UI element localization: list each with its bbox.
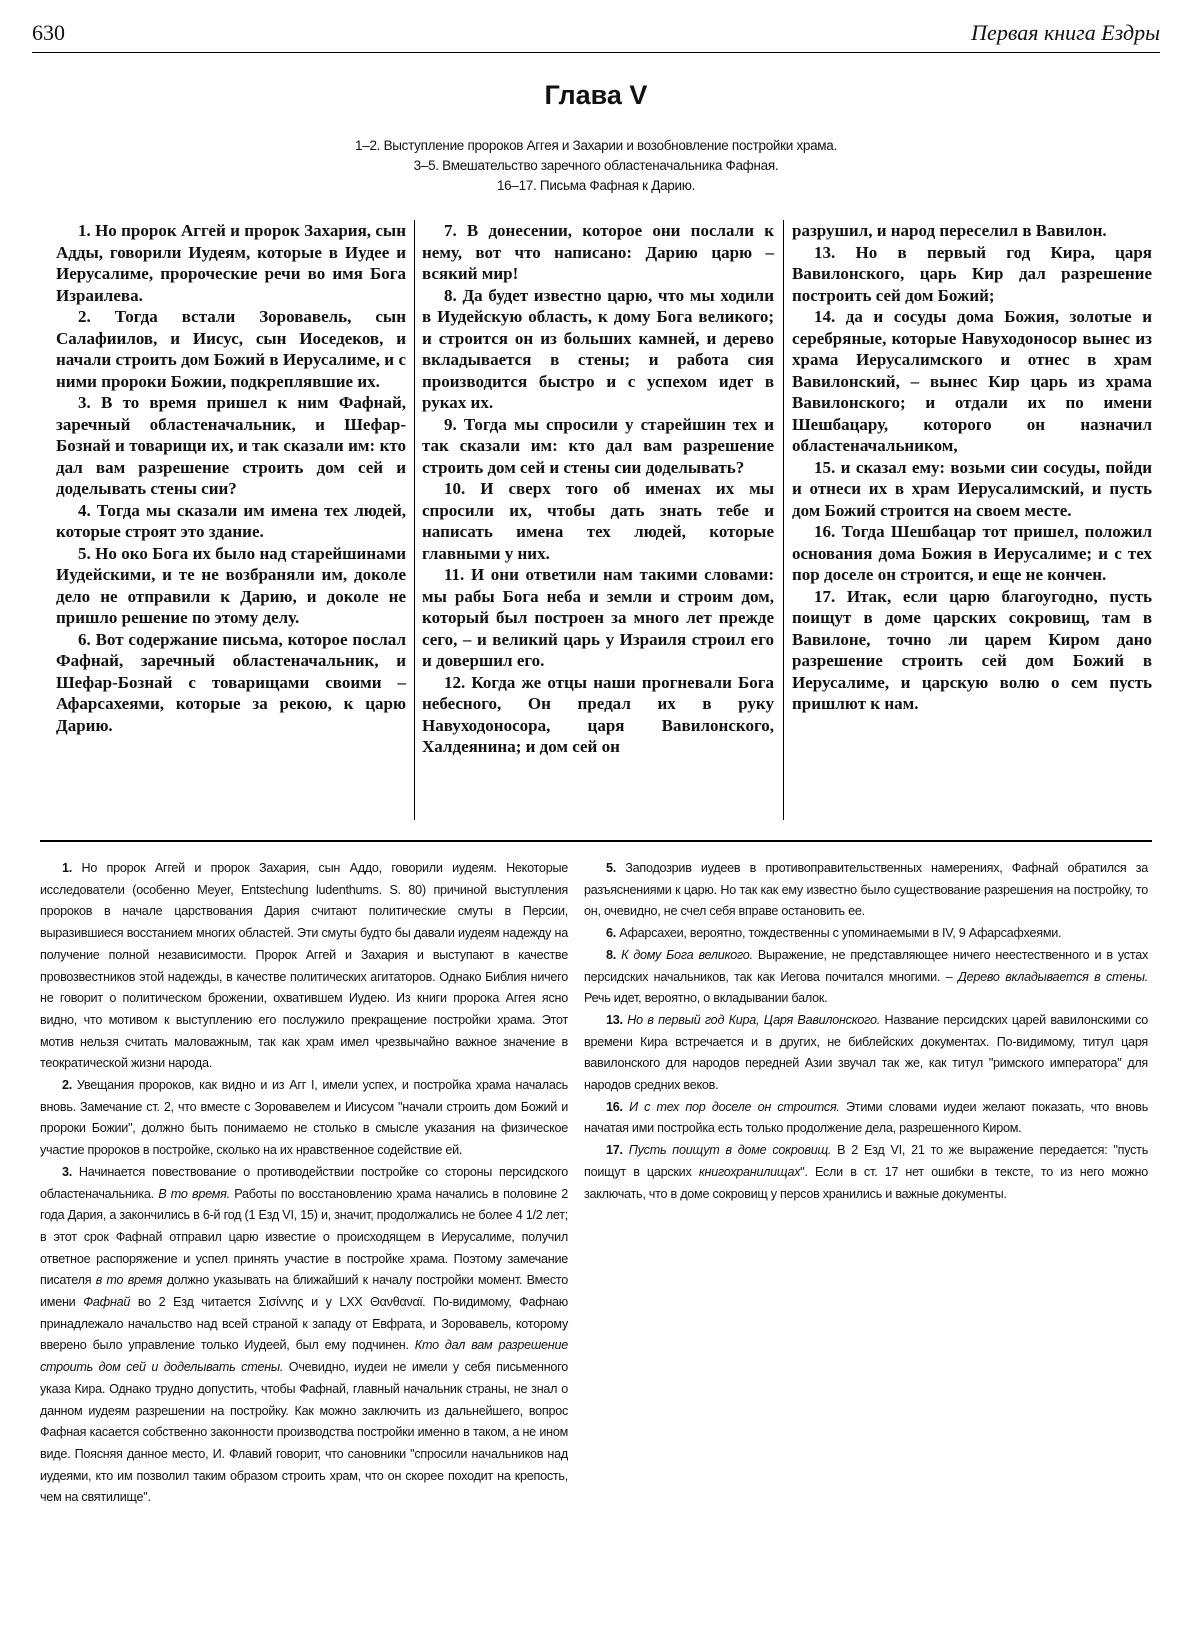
verse: 3. В то время пришел к ним Фафнай, заречный областеначальник, и Шефар-Бознай и товарищи их, и так сказали им: кто дал вам разрешение строить дом сей и доделывать стены сии? [56, 393, 406, 498]
verse: 10. И сверх того об именах их мы спросили их, чтобы дать знать тебе и написать имена тех людей, которые главными у них. [422, 479, 774, 563]
verse: 12. Когда же отцы наши прогневали Бога небесного, Он предал их в руку Навуходоносора, царя Вавилонского, Халдеянина; и дом сей он [422, 672, 774, 756]
summary-line: 1–2. Выступление пророков Аггея и Захарии и возобновление постройки храма. [355, 138, 837, 153]
note-text: Увещания пророков, как видно и из Агг I, имели успех, и постройка храма началась вновь. Замечание ст. 2, что вместе с Зоровавелем и Иисусом "начали строить дом Божий и пророки Божии", должно быть понимаемо не столько в смысле указания на физическое участие пророков в постройке, сколько на их нравственное содействие ей. [40, 1078, 568, 1158]
note-text: Но пророк Аггей и пророк Захария, сын Аддо, говорили иудеям. Некоторые исследователи (особенно Meyer, Entstechung ludenthums. S. 80) причиной выступления пророков в начале царствования Дария считают политические смуты в Персии, выразившиеся восстанием многих областей. Эти смуты будто бы давали иудеям надежду на получение полной независимости. Пророк Аггей и Захария и выступают в качестве провозвестников этой надежды, в качестве политических агитаторов. Однако Библия ничего не говорит о политическом брожении, охватившем Иудею. Из книги пророка Аггея ясно видно, что мотивом к выступлению его послужило прекращение постройки храма. Этот мотив нельзя считать маловажным, так как храм имел чрезвычайно важное значение в теократической жизни народа. [40, 861, 569, 1071]
verse: 4. Тогда мы сказали им имена тех людей, которые строят это здание. [56, 500, 406, 541]
note-16 [584, 1097, 1148, 1140]
note-text: ". Если в ст. 17 нет ошибки в тексте, то из него можно заключать, что в доме сокровищ у персов хранились и важные документы. [584, 1164, 1149, 1201]
note-text: Речь идет, вероятно, о вкладывании балок. [584, 991, 828, 1006]
note-text: во 2 Езд читается Σισίννης и у LXX Θανθαναϊ. По-видимому, Фафнаю принадлежало начальство над всей страной к западу от Евфрата, и Зоровавель, которому вверено было управление только Иудеей, был ему подчинен. [40, 1295, 569, 1353]
note-quote: в то время [95, 1273, 163, 1288]
verse: 8. Да будет известно царю, что мы ходили в Иудейскую область, к дому Бога великого; и строится он из больших камней, и дерево вкладывается в стены; и работа сия производится быстро и с успехом идет в руках их. [422, 285, 774, 412]
verse: 15. и сказал ему: возьми сии сосуды, пойди и отнеси их в храм Иерусалимский, и пусть дом Божий строится на своем месте. [792, 457, 1152, 520]
note-text: должно указывать на ближайший к началу постройки момент. Вместо имени [40, 1273, 568, 1310]
scripture-text [40, 220, 1152, 835]
verse: 13. Но в первый год Кира, царя Вавилонского, царь Кир дал разрешение построить сей дом Божий; [792, 242, 1152, 305]
verse: 1. Но пророк Аггей и пророк Захария, сын Адды, говорили Иудеям, которые в Иудее и Иерусалиме, пророческие речи во имя Бога Израилева. [56, 221, 406, 305]
verse: 9. Тогда мы спросили у старейшин тех и так сказали им: кто дал вам разрешение строить дом сей и стены сии доделывать? [422, 414, 774, 477]
verse: 5. Но око Бога их было над старейшинами Иудейскими, и те не возбраняли им, доколе дело не отправили к Дарию, и доколе не пришло решение по этому делу. [56, 543, 406, 627]
note-number: 5. [606, 861, 617, 875]
note-text: Начинается повествование о противодействии постройке со стороны персидского областеначальника. [40, 1164, 569, 1201]
column-divider [414, 220, 415, 820]
note-quote: Кто дал вам разрешение строить дом сей и доделывать стены. [40, 1338, 568, 1375]
verse: разрушил, и народ переселил в Вавилон. [792, 221, 1107, 240]
note-6 [584, 923, 1148, 945]
note-number: 16. [606, 1099, 623, 1114]
note-quote: книгохранилищах [698, 1164, 801, 1179]
note-number: 1. [62, 861, 73, 875]
note-text: Этими словами иудеи желают показать, что вновь начатая ими постройка есть только продолжение дела, разрешенного Киром. [584, 1099, 1149, 1136]
column-divider [783, 220, 784, 820]
note-text: Название персидских царей вавилонскими со времени Кира встречается и в других, не библейских документах. По-видимому, титул царя вавилонского для народов передней Азии звучал так же, как титул "римского императора" для народов средних веков. [584, 1012, 1149, 1093]
note-8 [584, 945, 1148, 1010]
note-number: 8. [606, 947, 617, 962]
note-2 [40, 1075, 568, 1162]
note-text: Работы по восстановлению храма начались в половине 2 года Дария, а закончились в 6-й год (1 Езд VI, 15) и, значит, продолжались не более 4 1/2 лет; в этот срок Фафнай отправил царю известие о происходящем в Иерусалиме, получил ответное распоряжение и успел принять участие в постройке храма. Поэтому замечание писателя [40, 1186, 568, 1288]
note-text: Афарсахеи, вероятно, тождественны с упоминаемыми в IV, 9 Афарсафхеями. [619, 926, 1062, 941]
verse: 14. да и сосуды дома Божия, золотые и серебряные, которые Навуходоносор вынес из храма Иерусалимского и отнес в храм Вавилонский, – вынес Кир царь из храма Вавилонского; и отдали их по имени Шешбацару, которого он назначил областеначальником, [792, 307, 1152, 455]
text-column-1 [56, 220, 406, 736]
verse: 11. И они ответили нам такими словами: мы рабы Бога неба и земли и строим дом, который был построен за много лет прежде сего, – и великий царь у Израиля строил его и довершил его. [422, 565, 774, 670]
note-number: 17. [606, 1143, 623, 1158]
note-quote: Дерево вкладывается в стены. [958, 969, 1148, 984]
note-13 [584, 1010, 1148, 1097]
running-title: Первая книга Ездры [971, 20, 1160, 45]
note-number: 2. [62, 1078, 73, 1093]
note-number: 13. [606, 1012, 623, 1027]
text-column-2 [422, 220, 774, 758]
chapter-title: Глава V [544, 80, 648, 110]
note-text: Очевидно, иудеи не имели у себя письменного указа Кира. Однако трудно допустить, чтобы Фафнай, главный начальник страны, не знал о данном иудеям разрешении на постройку. Как можно заключить из дальнейшего, вопрос Фафная касается собственно законности производства постройки именно в таком, а не ином виде. Поясняя данное место, И. Флавий говорит, что сановники "спросили начальников над иудеями, кто им позволил таким образом строить храм, что он скорее походит на крепость, чем на святилище". [40, 1360, 568, 1505]
section-divider [40, 840, 1152, 842]
verse: 17. Итак, если царю благоугодно, пусть поищут в доме царских сокровищ, там в Вавилоне, точно ли царем Киром дано разрешение строить сей дом Божий в Иерусалиме, и царскую волю о сем пусть пришлют к нам. [792, 586, 1152, 713]
note-3 [40, 1162, 568, 1509]
chapter-summary [0, 136, 1192, 196]
page-header [32, 18, 1160, 53]
note-number: 3. [62, 1164, 73, 1179]
note-5 [584, 858, 1148, 923]
note-quote: И с тех пор доселе он строится. [629, 1099, 840, 1114]
note-quote: Но в первый год Кира, Царя Вавилонского. [627, 1012, 881, 1027]
verse: 7. В донесении, которое они послали к нему, вот что написано: Дарию царю – всякий мир! [422, 221, 774, 283]
verse: 16. Тогда Шешбацар тот пришел, положил основания дома Божия в Иерусалиме; и с тех пор доселе он строится, и еще не кончен. [792, 522, 1152, 584]
note-1 [40, 858, 568, 1075]
note-number: 6. [606, 926, 617, 941]
note-text: Заподозрив иудеев в противоправительственных намерениях, Фафнай обратился за разъяснениями к царю. Но так как ему известно было существование разрешения на постройку, то он, очевидно, не счел себя вправе остановить ее. [584, 861, 1148, 919]
note-17 [584, 1140, 1148, 1205]
note-quote: К дому Бога великого. [621, 947, 753, 962]
verse: 2. Тогда встали Зоровавель, сын Салафиилов, и Иисус, сын Иоседеков, и начали строить дом Божий в Иерусалиме, и с ними пророки Божии, подкреплявшие их. [56, 307, 406, 391]
commentary-column-2 [584, 858, 1148, 1205]
page-number: 630 [32, 20, 65, 45]
summary-line: 16–17. Письма Фафная к Дарию. [496, 178, 696, 193]
note-quote: Пусть поищут в доме сокровищ. [628, 1143, 832, 1158]
note-text: В 2 Езд VI, 21 то же выражение передается: "пусть поищут в царских [584, 1143, 1149, 1179]
note-quote: Фафнай [83, 1295, 131, 1310]
text-column-3 [792, 220, 1152, 715]
commentary-column-1 [40, 858, 568, 1509]
verse: 6. Вот содержание письма, которое послал Фафнай, заречный областеначальник, и Шефар-Бознай с товарищами своими – Афарсахеями, которые за рекою, к царю Дарию. [56, 629, 406, 735]
note-text: Выражение, не представляющее ничего неестественного и в устах персидских начальников, так как Иегова почитался многими. – [584, 947, 1148, 984]
note-quote: В то время. [158, 1186, 230, 1201]
summary-line: 3–5. Вмешательство заречного областеначальника Фафная. [413, 158, 779, 173]
